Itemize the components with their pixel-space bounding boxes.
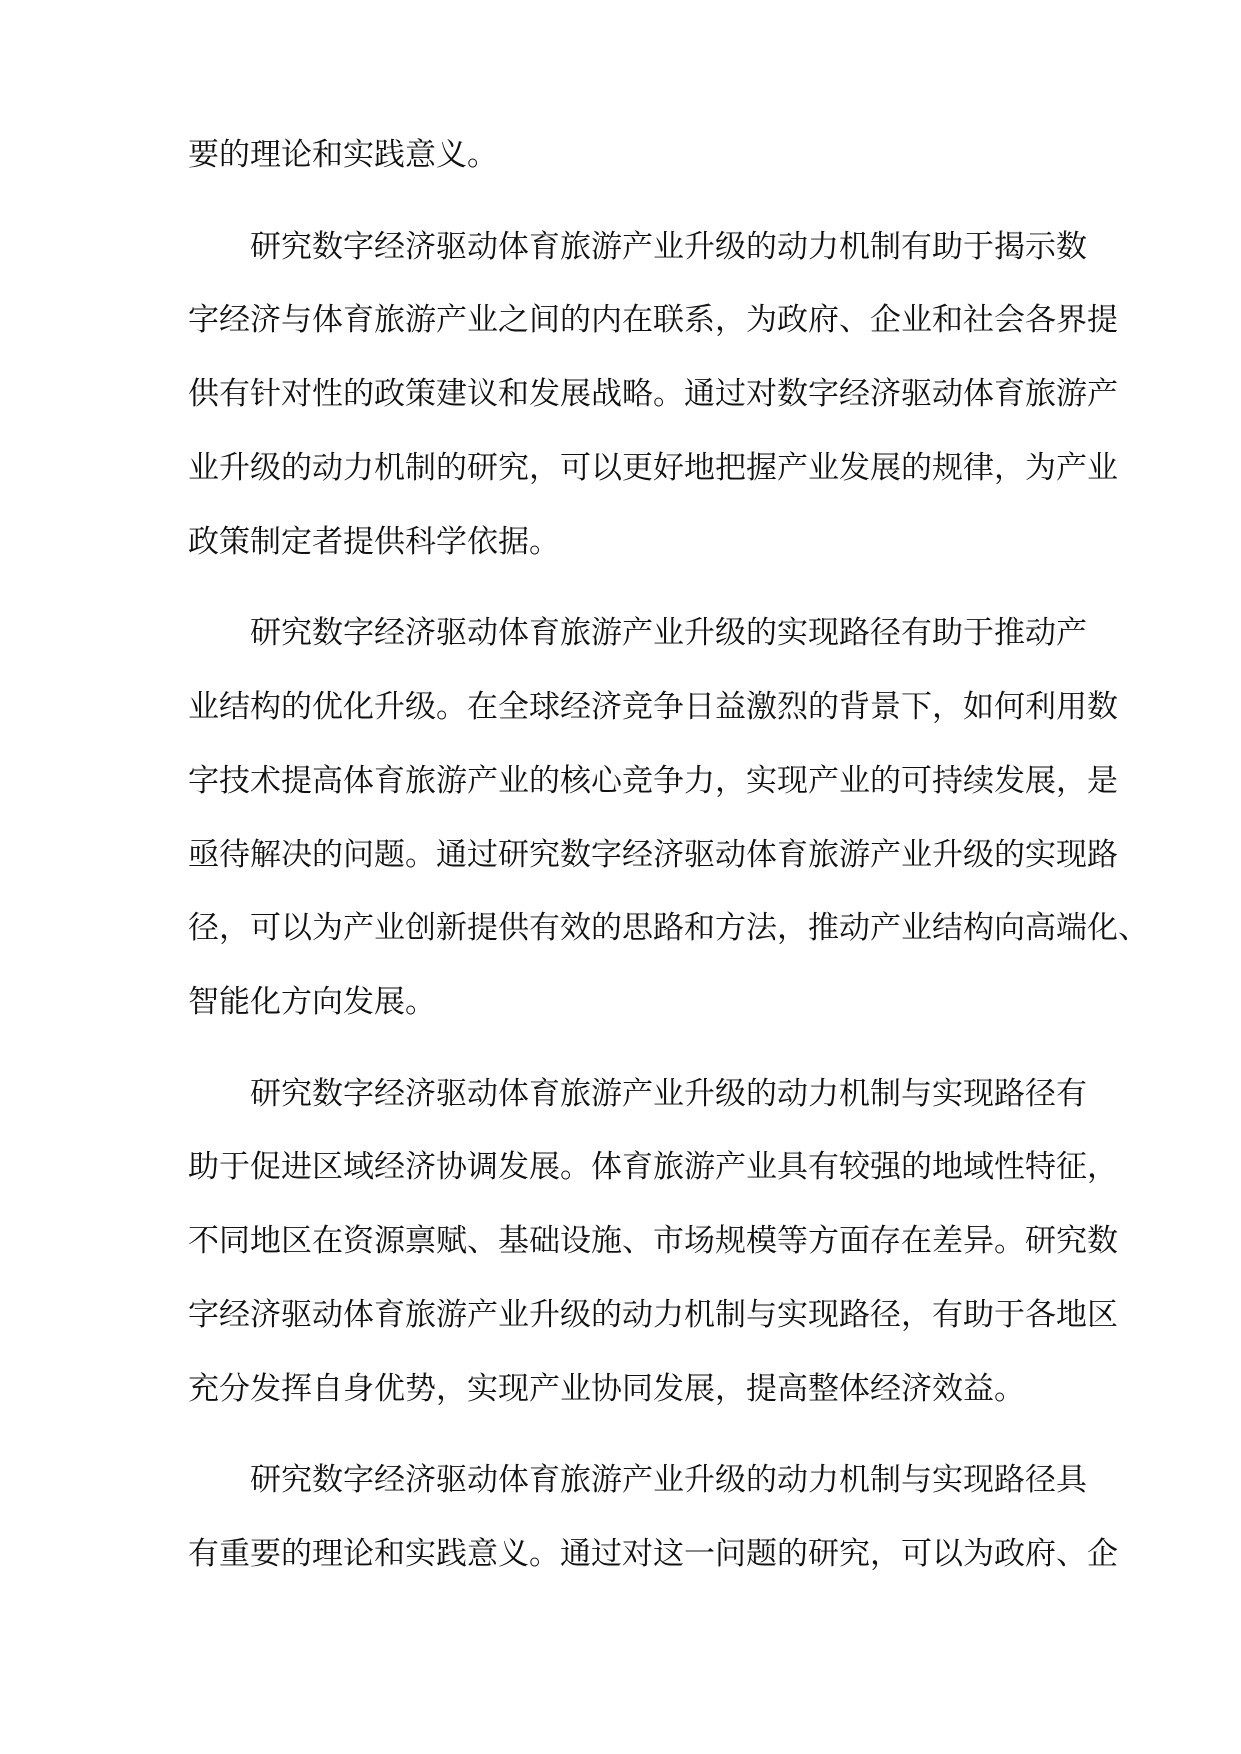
text-line: 供有针对性的政策建议和发展战略。通过对数字经济驱动体育旅游产 xyxy=(188,376,1118,412)
text-line: 政策制定者提供科学依据。 xyxy=(188,524,560,560)
text-line: 要的理论和实践意义。 xyxy=(188,137,498,173)
text-line: 字技术提高体育旅游产业的核心竞争力，实现产业的可持续发展，是 xyxy=(188,763,1118,799)
paragraph-first-line: 研究数字经济驱动体育旅游产业升级的动力机制有助于揭示数 xyxy=(250,229,1087,265)
text-line: 智能化方向发展。 xyxy=(188,984,436,1020)
text-line: 字经济驱动体育旅游产业升级的动力机制与实现路径，有助于各地区 xyxy=(188,1297,1118,1333)
text-line: 业结构的优化升级。在全球经济竞争日益激烈的背景下，如何利用数 xyxy=(188,689,1118,725)
text-line: 助于促进区域经济协调发展。体育旅游产业具有较强的地域性特征， xyxy=(188,1149,1118,1185)
paragraph-first-line: 研究数字经济驱动体育旅游产业升级的动力机制与实现路径有 xyxy=(250,1076,1087,1112)
paragraph-first-line: 研究数字经济驱动体育旅游产业升级的实现路径有助于推动产 xyxy=(250,615,1087,651)
text-line: 亟待解决的问题。通过研究数字经济驱动体育旅游产业升级的实现路 xyxy=(188,837,1118,873)
text-line: 不同地区在资源禀赋、基础设施、市场规模等方面存在差异。研究数 xyxy=(188,1223,1118,1259)
text-line: 径，可以为产业创新提供有效的思路和方法，推动产业结构向高端化、 xyxy=(188,910,1149,946)
text-line: 字经济与体育旅游产业之间的内在联系，为政府、企业和社会各界提 xyxy=(188,302,1118,338)
paragraph-first-line: 研究数字经济驱动体育旅游产业升级的动力机制与实现路径具 xyxy=(250,1462,1087,1498)
text-line: 有重要的理论和实践意义。通过对这一问题的研究，可以为政府、企 xyxy=(188,1536,1118,1572)
text-line: 业升级的动力机制的研究，可以更好地把握产业发展的规律，为产业 xyxy=(188,450,1118,486)
text-line: 充分发挥自身优势，实现产业协同发展，提高整体经济效益。 xyxy=(188,1371,1025,1407)
